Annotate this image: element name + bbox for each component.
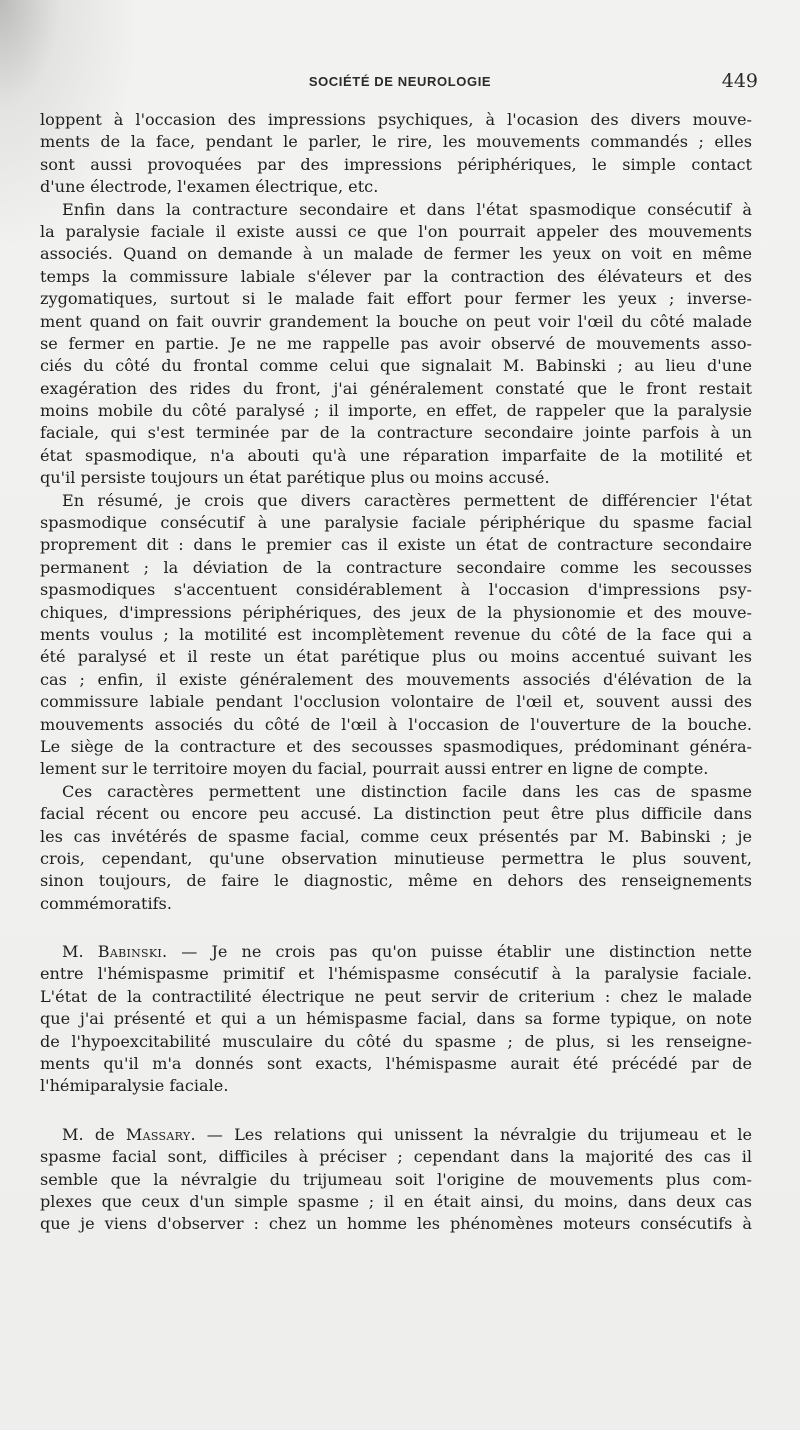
text-line: sinon toujours, de faire le diagnostic, même en dehors des renseignements	[40, 871, 752, 891]
text-line: En résumé, je crois que divers caractères permettent de différencier l'état	[62, 490, 752, 510]
speaker-name: Massary	[125, 1124, 191, 1144]
text-line: facial récent ou encore peu accusé. La distinction peut être plus difficile dans	[40, 804, 752, 824]
text-line: entre l'hémispasme primitif et l'hémispasme consécutif à la paralysie faciale.	[40, 964, 752, 984]
page-header	[42, 70, 758, 98]
intervention-massary	[40, 1124, 752, 1236]
speaker-line	[40, 941, 752, 963]
speaker-prefix: M. de	[62, 1124, 115, 1144]
text-line: zygomatiques, surtout si le malade fait effort pour fermer les yeux ; inverse-	[40, 289, 752, 309]
text-line: loppent à l'occasion des impressions psychiques, à l'ocasion des divers mouve-	[40, 110, 752, 129]
text-line: ciés du côté du frontal comme celui que signalait M. Babinski ; au lieu d'une	[40, 356, 752, 376]
text-line: plexes que ceux d'un simple spasme ; il en était ainsi, du moins, dans deux cas	[40, 1191, 752, 1211]
speaker-text: . — Je ne crois pas qu'on puisse établir une distinction nette	[162, 942, 752, 962]
paragraph	[40, 781, 752, 915]
text-line: lement sur le territoire moyen du facial, pourrait aussi entrer en ligne de compte.	[40, 759, 709, 779]
section-gap	[40, 915, 752, 941]
text-line: Le siège de la contracture et des secousses spasmodiques, prédominant généra-	[40, 736, 752, 756]
text-line: commissure labiale pendant l'occlusion volontaire de l'œil et, souvent aussi des	[40, 692, 752, 712]
text-line: spasmodique consécutif à une paralysie faciale périphérique du spasme facial	[40, 513, 752, 533]
text-line: semble que la névralgie du trijumeau soit l'origine de mouvements plus com-	[40, 1169, 752, 1189]
page-number: 449	[721, 70, 758, 92]
running-title: SOCIÉTÉ DE NEUROLOGIE	[308, 74, 492, 89]
text-line: la paralysie faciale il existe aussi ce que l'on pourrait appeler des mouvements	[40, 221, 752, 241]
text-line: ments qu'il m'a donnés sont exacts, l'hémispasme aurait été précédé par de	[40, 1054, 752, 1074]
text-line: Ces caractères permettent une distinction facile dans les cas de spasme	[62, 781, 752, 801]
text-line: état spasmodique, n'a abouti qu'à une réparation imparfaite de la motilité et	[40, 445, 752, 465]
text-line: L'état de la contractilité électrique ne peut servir de criterium : chez le malade	[40, 986, 752, 1006]
paragraph	[40, 490, 752, 781]
text-line: mouvements associés du côté de l'œil à l'occasion de l'ouverture de la bouche.	[40, 714, 752, 734]
text-line: d'une électrode, l'examen électrique, etc.	[40, 177, 379, 197]
text-line: se fermer en partie. Je ne me rappelle pas avoir observé de mouvements asso-	[40, 333, 752, 353]
text-line: crois, cependant, qu'une observation minutieuse permettra le plus souvent,	[40, 848, 752, 868]
text-line: chiques, d'impressions périphériques, des jeux de la physionomie et des mouve-	[40, 602, 752, 622]
paragraph	[40, 109, 752, 199]
text-line: faciale, qui s'est terminée par de la contracture secondaire jointe parfois à un	[40, 423, 752, 443]
text-line: commémoratifs.	[40, 893, 172, 913]
speaker-text: . — Les relations qui unissent la névralgie du trijumeau et le	[190, 1124, 752, 1144]
text-line: de l'hypoexcitabilité musculaire du côté du spasme ; de plus, si les renseigne-	[40, 1031, 752, 1051]
text-line: que je viens d'observer : chez un homme les phénomènes moteurs consécutifs à	[40, 1214, 752, 1234]
section-gap	[40, 1098, 752, 1124]
text-line: moins mobile du côté paralysé ; il importe, en effet, de rappeler que la paralysie	[40, 401, 752, 421]
text-line: permanent ; la déviation de la contracture secondaire comme les secousses	[40, 557, 752, 577]
text-line: ments voulus ; la motilité est incomplètement revenue du côté de la face qui a	[40, 624, 752, 644]
text-line: Enfin dans la contracture secondaire et dans l'état spasmodique consécutif à	[62, 199, 752, 219]
text-line: spasmodiques s'accentuent considérablement à l'occasion d'impressions psy-	[40, 580, 752, 600]
text-line: sont aussi provoquées par des impressions périphériques, le simple contact	[40, 154, 752, 174]
text-line: ment quand on fait ouvrir grandement la bouche on peut voir l'œil du côté malade	[40, 311, 752, 331]
text-line: été paralysé et il reste un état parétique plus ou moins accentué suivant les	[40, 647, 752, 667]
text-line: temps la commissure labiale s'élever par la contraction des élévateurs et des	[40, 266, 752, 286]
text-line: associés. Quand on demande à un malade de fermer les yeux on voit en même	[40, 244, 752, 264]
page-body	[40, 109, 752, 1236]
text-line: que j'ai présenté et qui a un hémispasme facial, dans sa forme typique, on note	[40, 1009, 752, 1029]
text-line: proprement dit : dans le premier cas il existe un état de contracture secondaire	[40, 535, 752, 555]
text-line: ments de la face, pendant le parler, le rire, les mouvements commandés ; elles	[40, 132, 752, 152]
text-line: l'hémiparalysie faciale.	[40, 1076, 229, 1096]
text-line: cas ; enfin, il existe généralement des mouvements associés d'élévation de la	[40, 669, 752, 689]
text-line: qu'il persiste toujours un état parétique plus ou moins accusé.	[40, 468, 550, 488]
text-line: spasme facial sont, difficiles à préciser ; cependant dans la majorité des cas il	[40, 1147, 752, 1167]
speaker-prefix: M.	[62, 942, 84, 962]
paragraph	[40, 199, 752, 490]
speaker-name: Babinski	[97, 942, 163, 962]
text-line: exagération des rides du front, j'ai généralement constaté que le front restait	[40, 378, 752, 398]
text-line: les cas invétérés de spasme facial, comme ceux présentés par M. Babinski ; je	[40, 826, 752, 846]
speaker-line	[40, 1124, 752, 1146]
intervention-babinski	[40, 941, 752, 1098]
